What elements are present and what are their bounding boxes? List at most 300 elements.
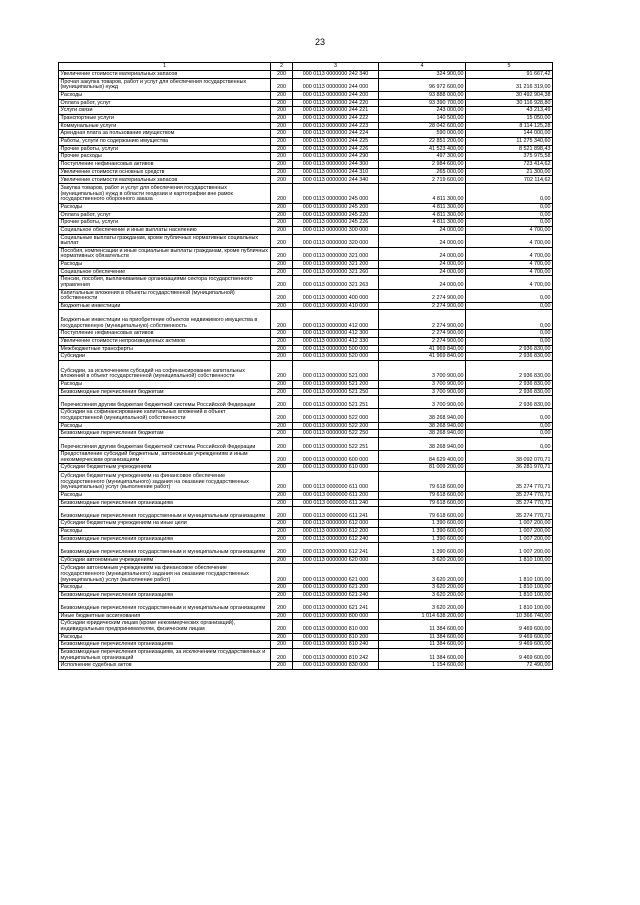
row-plan-cell: 140 500,00 — [379, 114, 466, 122]
row-kbk-cell: 000 0113 0000000 244 223 — [293, 122, 379, 130]
row-plan-cell: 3 620 200,00 — [379, 584, 466, 592]
row-code-cell: 200 — [271, 310, 293, 330]
row-fact-cell: 30 492 904,38 — [466, 91, 553, 99]
table-row — [59, 99, 553, 107]
row-plan-cell: 81 009 200,00 — [379, 464, 466, 472]
row-plan-cell: 3 700 900,00 — [379, 361, 466, 381]
row-plan-cell: 4 811 300,00 — [379, 184, 466, 204]
row-kbk-cell: 000 0113 0000000 621 200 — [293, 584, 379, 592]
row-fact-cell: 9 469 600,00 — [466, 620, 553, 633]
row-code-cell: 200 — [271, 289, 293, 302]
row-code-cell: 200 — [271, 78, 293, 91]
row-fact-cell: 35 274 770,71 — [466, 499, 553, 507]
row-code-cell: 200 — [271, 219, 293, 227]
row-kbk-cell: 000 0113 0000000 245 000 — [293, 184, 379, 204]
row-kbk-cell: 000 0113 0000000 244 222 — [293, 114, 379, 122]
row-code-cell: 200 — [271, 499, 293, 507]
row-code-cell: 200 — [271, 130, 293, 138]
row-code-cell: 200 — [271, 353, 293, 361]
row-plan-cell: 84 629 400,00 — [379, 451, 466, 464]
row-plan-cell: 3 620 200,00 — [379, 599, 466, 612]
row-code-cell: 200 — [271, 535, 293, 543]
row-fact-cell: 0,00 — [466, 330, 553, 338]
row-fact-cell: 91 667,42 — [466, 71, 553, 79]
row-plan-cell: 11 384 600,00 — [379, 648, 466, 661]
row-name-cell: Работы, услуги по содержанию имущества — [59, 138, 271, 146]
table-row — [59, 203, 553, 211]
row-name-cell: Безвозмездные перечисления государственным и муниципальным организациям — [59, 599, 271, 612]
row-name-cell: Пособия, компенсации и иные социальные выплаты гражданам, кроме публичных нормативных обязательств — [59, 247, 271, 260]
row-name-cell: Социальные выплаты гражданам, кроме публичных нормативных социальных выплат — [59, 234, 271, 247]
row-name-cell: Увеличение стоимости непроизведенных активов — [59, 337, 271, 345]
row-name-cell: Увеличение стоимости материальных запасов — [59, 176, 271, 184]
row-fact-cell: 0,00 — [466, 289, 553, 302]
row-name-cell: Арендная плата за пользование имуществом — [59, 130, 271, 138]
row-plan-cell: 4 811 300,00 — [379, 219, 466, 227]
row-code-cell: 200 — [271, 564, 293, 584]
row-code-cell: 200 — [271, 584, 293, 592]
row-plan-cell: 28 042 600,00 — [379, 122, 466, 130]
row-plan-cell: 2 274 900,00 — [379, 330, 466, 338]
row-kbk-cell: 000 0113 0000000 400 000 — [293, 289, 379, 302]
row-code-cell: 200 — [271, 662, 293, 670]
row-name-cell: Оплата работ, услуг — [59, 99, 271, 107]
column-header: 3 — [293, 63, 379, 71]
column-header: 2 — [271, 63, 293, 71]
row-code-cell: 200 — [271, 226, 293, 234]
row-fact-cell: 0,00 — [466, 337, 553, 345]
row-plan-cell: 3 620 200,00 — [379, 591, 466, 599]
row-name-cell: Расходы — [59, 584, 271, 592]
table-row — [59, 107, 553, 115]
row-name-cell: Расходы — [59, 422, 271, 430]
row-name-cell: Исполнение судебных актов — [59, 662, 271, 670]
table-row — [59, 234, 553, 247]
row-code-cell: 200 — [271, 345, 293, 353]
row-fact-cell: 4 700,00 — [466, 268, 553, 276]
row-fact-cell: 9 469 600,00 — [466, 648, 553, 661]
row-name-cell: Поступление нефинансовых активов — [59, 330, 271, 338]
row-kbk-cell: 000 0113 0000000 810 242 — [293, 648, 379, 661]
row-plan-cell: 2 274 900,00 — [379, 289, 466, 302]
column-header: 4 — [379, 63, 466, 71]
row-fact-cell: 4 700,00 — [466, 261, 553, 269]
table-row — [59, 361, 553, 381]
row-kbk-cell: 000 0113 0000000 321 000 — [293, 247, 379, 260]
table-row — [59, 620, 553, 633]
row-kbk-cell: 000 0113 0000000 244 225 — [293, 138, 379, 146]
row-fact-cell: 0,00 — [466, 184, 553, 204]
row-code-cell: 200 — [271, 612, 293, 620]
row-code-cell: 200 — [271, 437, 293, 450]
table-row — [59, 584, 553, 592]
row-code-cell: 200 — [271, 396, 293, 409]
row-plan-cell: 2 274 900,00 — [379, 302, 466, 310]
row-name-cell: Безвозмездные перечисления организациям — [59, 591, 271, 599]
table-row — [59, 330, 553, 338]
row-fact-cell: 43 213,49 — [466, 107, 553, 115]
row-kbk-cell: 000 0113 0000000 244 220 — [293, 99, 379, 107]
row-fact-cell: 1 007 200,00 — [466, 535, 553, 543]
row-fact-cell: 36 281 970,71 — [466, 464, 553, 472]
row-plan-cell: 3 700 900,00 — [379, 388, 466, 396]
row-fact-cell: 0,00 — [466, 437, 553, 450]
row-fact-cell: 15 050,00 — [466, 114, 553, 122]
table-row — [59, 472, 553, 492]
row-code-cell: 200 — [271, 599, 293, 612]
row-fact-cell: 31 216 319,00 — [466, 78, 553, 91]
row-plan-cell: 4 811 300,00 — [379, 211, 466, 219]
row-code-cell: 200 — [271, 176, 293, 184]
row-code-cell: 200 — [271, 620, 293, 633]
column-header: 1 — [59, 63, 271, 71]
row-fact-cell: 1 810 100,00 — [466, 584, 553, 592]
row-kbk-cell: 000 0113 0000000 810 240 — [293, 641, 379, 649]
row-name-cell: Расходы — [59, 633, 271, 641]
row-code-cell: 200 — [271, 528, 293, 536]
row-kbk-cell: 000 0113 0000000 521 250 — [293, 388, 379, 396]
row-fact-cell: 1 007 200,00 — [466, 520, 553, 528]
row-name-cell: Субсидии — [59, 353, 271, 361]
row-fact-cell: 0,00 — [466, 203, 553, 211]
row-code-cell: 200 — [271, 330, 293, 338]
table-row — [59, 71, 553, 79]
row-plan-cell: 24 000,00 — [379, 247, 466, 260]
row-plan-cell: 265 000,00 — [379, 168, 466, 176]
row-name-cell: Субсидии автономным учреждениям — [59, 556, 271, 564]
row-fact-cell: 4 700,00 — [466, 226, 553, 234]
row-kbk-cell: 000 0113 0000000 412 000 — [293, 310, 379, 330]
table-row — [59, 302, 553, 310]
row-fact-cell: 2 936 830,00 — [466, 388, 553, 396]
table-row — [59, 289, 553, 302]
table-row — [59, 184, 553, 204]
row-plan-cell: 38 268 940,00 — [379, 430, 466, 438]
row-kbk-cell: 000 0113 0000000 410 000 — [293, 302, 379, 310]
row-code-cell: 200 — [271, 261, 293, 269]
table-row — [59, 409, 553, 422]
row-name-cell: Безвозмездные перечисления государственным и муниципальным организациям — [59, 543, 271, 556]
table-row — [59, 491, 553, 499]
row-plan-cell: 22 851 200,00 — [379, 138, 466, 146]
row-code-cell: 200 — [271, 161, 293, 169]
row-plan-cell: 2 274 900,00 — [379, 337, 466, 345]
row-plan-cell: 1 154 600,00 — [379, 662, 466, 670]
budget-table — [58, 62, 553, 670]
row-name-cell: Предоставление субсидий бюджетным, автономным учреждениям и иным некоммерческим организациям — [59, 451, 271, 464]
row-kbk-cell: 000 0113 0000000 244 224 — [293, 130, 379, 138]
row-kbk-cell: 000 0113 0000000 244 200 — [293, 91, 379, 99]
table-body — [59, 63, 553, 670]
table-row — [59, 122, 553, 130]
row-name-cell: Субсидии на софинансирование капитальных вложений в объект государственной (муниципальной) собственности — [59, 409, 271, 422]
row-plan-cell: 24 000,00 — [379, 268, 466, 276]
row-code-cell: 200 — [271, 107, 293, 115]
row-name-cell: Оплата работ, услуг — [59, 211, 271, 219]
table-row — [59, 161, 553, 169]
row-kbk-cell: 000 0113 0000000 610 000 — [293, 464, 379, 472]
row-name-cell: Пенсии, пособия, выплачиваемые организациями сектора государственного управления — [59, 276, 271, 289]
row-name-cell: Расходы — [59, 261, 271, 269]
table-row — [59, 130, 553, 138]
row-fact-cell: 38 092 070,71 — [466, 451, 553, 464]
table-row — [59, 648, 553, 661]
table-row — [59, 564, 553, 584]
row-kbk-cell: 000 0113 0000000 244 221 — [293, 107, 379, 115]
row-fact-cell: 723 414,62 — [466, 161, 553, 169]
row-kbk-cell: 000 0113 0000000 611 240 — [293, 499, 379, 507]
row-kbk-cell: 000 0113 0000000 321 263 — [293, 276, 379, 289]
row-kbk-cell: 000 0113 0000000 612 240 — [293, 535, 379, 543]
row-name-cell: Субсидии юридическим лицам (кроме некоммерческих организаций), индивидуальным предпринимателям, физическим лицам — [59, 620, 271, 633]
table-row — [59, 380, 553, 388]
row-kbk-cell: 000 0113 0000000 300 000 — [293, 226, 379, 234]
row-name-cell: Социальное обеспечение — [59, 268, 271, 276]
row-code-cell: 200 — [271, 234, 293, 247]
row-kbk-cell: 000 0113 0000000 320 000 — [293, 234, 379, 247]
table-row — [59, 543, 553, 556]
row-kbk-cell: 000 0113 0000000 612 200 — [293, 528, 379, 536]
row-fact-cell: 2 936 830,00 — [466, 345, 553, 353]
row-kbk-cell: 000 0113 0000000 621 000 — [293, 564, 379, 584]
row-name-cell: Коммунальные услуги — [59, 122, 271, 130]
row-code-cell: 200 — [271, 138, 293, 146]
table-row — [59, 226, 553, 234]
row-plan-cell: 243 000,00 — [379, 107, 466, 115]
row-kbk-cell: 000 0113 0000000 522 251 — [293, 437, 379, 450]
row-code-cell: 200 — [271, 268, 293, 276]
row-fact-cell: 9 469 600,00 — [466, 641, 553, 649]
table-row — [59, 268, 553, 276]
row-plan-cell: 24 000,00 — [379, 276, 466, 289]
row-fact-cell: 1 810 100,00 — [466, 556, 553, 564]
row-code-cell: 200 — [271, 361, 293, 381]
row-fact-cell: 1 007 200,00 — [466, 543, 553, 556]
table-row — [59, 520, 553, 528]
row-kbk-cell: 000 0113 0000000 244 000 — [293, 78, 379, 91]
row-code-cell: 200 — [271, 380, 293, 388]
table-row — [59, 535, 553, 543]
row-code-cell: 200 — [271, 464, 293, 472]
row-name-cell: Безвозмездные перечисления организациям — [59, 535, 271, 543]
table-row — [59, 145, 553, 153]
row-code-cell: 200 — [271, 451, 293, 464]
row-name-cell: Субсидии бюджетным учреждениям на иные цели — [59, 520, 271, 528]
row-kbk-cell: 000 0113 0000000 621 240 — [293, 591, 379, 599]
row-kbk-cell: 000 0113 0000000 611 000 — [293, 472, 379, 492]
row-kbk-cell: 000 0113 0000000 244 310 — [293, 168, 379, 176]
table-row — [59, 599, 553, 612]
row-fact-cell: 1 810 100,00 — [466, 564, 553, 584]
row-plan-cell: 93 888 000,00 — [379, 91, 466, 99]
row-code-cell: 200 — [271, 337, 293, 345]
row-name-cell: Расходы — [59, 528, 271, 536]
row-fact-cell: 8 521 898,43 — [466, 145, 553, 153]
row-name-cell: Иные бюджетные ассигнования — [59, 612, 271, 620]
row-kbk-cell: 000 0113 0000000 245 226 — [293, 219, 379, 227]
table-row — [59, 507, 553, 520]
row-code-cell: 200 — [271, 543, 293, 556]
row-name-cell: Прочие расходы — [59, 153, 271, 161]
row-name-cell: Капитальные вложения в объекты государственной (муниципальной) собственности — [59, 289, 271, 302]
row-fact-cell: 375 975,58 — [466, 153, 553, 161]
row-plan-cell: 96 972 600,00 — [379, 78, 466, 91]
row-name-cell: Прочая закупка товаров, работ и услуг для обеспечения государственных (муниципальных) нужд — [59, 78, 271, 91]
table-row — [59, 633, 553, 641]
row-fact-cell: 2 936 830,00 — [466, 396, 553, 409]
row-name-cell: Бюджетные инвестиции — [59, 302, 271, 310]
row-code-cell: 200 — [271, 591, 293, 599]
row-name-cell: Расходы — [59, 491, 271, 499]
row-code-cell: 200 — [271, 648, 293, 661]
row-fact-cell: 1 810 100,00 — [466, 591, 553, 599]
table-row — [59, 528, 553, 536]
row-name-cell: Перечисления другим бюджетам бюджетной системы Российской Федерации — [59, 396, 271, 409]
row-code-cell: 200 — [271, 633, 293, 641]
row-code-cell: 200 — [271, 409, 293, 422]
row-name-cell: Услуги связи — [59, 107, 271, 115]
row-name-cell: Субсидии автономным учреждениям на финансовое обеспечение государственного (муниципального) задания на оказание государственных (муниципальных) услуг (выполнение работ) — [59, 564, 271, 584]
row-fact-cell: 21 300,00 — [466, 168, 553, 176]
row-kbk-cell: 000 0113 0000000 520 000 — [293, 353, 379, 361]
row-plan-cell: 1 390 600,00 — [379, 520, 466, 528]
table-row — [59, 345, 553, 353]
row-plan-cell: 2 719 600,00 — [379, 176, 466, 184]
table-row — [59, 78, 553, 91]
row-kbk-cell: 000 0113 0000000 244 290 — [293, 153, 379, 161]
row-kbk-cell: 000 0113 0000000 521 251 — [293, 396, 379, 409]
row-kbk-cell: 000 0113 0000000 810 200 — [293, 633, 379, 641]
row-plan-cell: 24 000,00 — [379, 234, 466, 247]
table-row — [59, 437, 553, 450]
row-code-cell: 200 — [271, 211, 293, 219]
row-plan-cell: 1 390 600,00 — [379, 535, 466, 543]
row-plan-cell: 24 000,00 — [379, 226, 466, 234]
row-name-cell: Расходы — [59, 380, 271, 388]
row-code-cell: 200 — [271, 122, 293, 130]
table-row — [59, 176, 553, 184]
row-fact-cell: 0,00 — [466, 219, 553, 227]
row-kbk-cell: 000 0113 0000000 612 241 — [293, 543, 379, 556]
row-name-cell: Увеличение стоимости основных средств — [59, 168, 271, 176]
row-fact-cell: 10 366 740,00 — [466, 612, 553, 620]
row-code-cell: 200 — [271, 302, 293, 310]
row-fact-cell: 35 274 770,71 — [466, 472, 553, 492]
table-row — [59, 612, 553, 620]
row-code-cell: 200 — [271, 388, 293, 396]
row-kbk-cell: 000 0113 0000000 244 340 — [293, 176, 379, 184]
row-name-cell: Увеличение стоимости материальных запасов — [59, 71, 271, 79]
row-plan-cell: 79 618 600,00 — [379, 491, 466, 499]
row-fact-cell: 35 274 770,71 — [466, 491, 553, 499]
row-plan-cell: 3 700 900,00 — [379, 396, 466, 409]
table-row — [59, 591, 553, 599]
table-header-row — [59, 63, 553, 71]
row-fact-cell: 4 700,00 — [466, 247, 553, 260]
row-fact-cell: 702 114,62 — [466, 176, 553, 184]
row-fact-cell: 9 469 600,00 — [466, 633, 553, 641]
row-name-cell: Безвозмездные перечисления государственным и муниципальным организациям — [59, 507, 271, 520]
row-kbk-cell: 000 0113 0000000 412 300 — [293, 330, 379, 338]
row-kbk-cell: 000 0113 0000000 830 000 — [293, 662, 379, 670]
table-row — [59, 556, 553, 564]
row-fact-cell: 11 275 340,60 — [466, 138, 553, 146]
row-plan-cell: 1 390 600,00 — [379, 528, 466, 536]
row-plan-cell: 79 618 600,00 — [379, 507, 466, 520]
row-fact-cell: 1 810 100,00 — [466, 599, 553, 612]
row-plan-cell: 2 274 900,00 — [379, 310, 466, 330]
row-fact-cell: 35 274 770,71 — [466, 507, 553, 520]
row-kbk-cell: 000 0113 0000000 521 200 — [293, 380, 379, 388]
row-name-cell: Закупка товаров, работ и услуг для обеспечения государственных (муниципальных) нужд в области геодезии и картографии вне рамок государственного оборонного заказа — [59, 184, 271, 204]
row-name-cell: Межбюджетные трансферты — [59, 345, 271, 353]
row-kbk-cell: 000 0113 0000000 620 000 — [293, 556, 379, 564]
table-row — [59, 337, 553, 345]
row-plan-cell: 41 969 840,00 — [379, 345, 466, 353]
table-row — [59, 247, 553, 260]
row-kbk-cell: 000 0113 0000000 612 000 — [293, 520, 379, 528]
row-plan-cell: 3 620 200,00 — [379, 556, 466, 564]
table-row — [59, 396, 553, 409]
row-code-cell: 200 — [271, 99, 293, 107]
row-code-cell: 200 — [271, 641, 293, 649]
row-fact-cell: 30 116 928,80 — [466, 99, 553, 107]
row-code-cell: 200 — [271, 556, 293, 564]
row-code-cell: 200 — [271, 430, 293, 438]
row-plan-cell: 497 300,00 — [379, 153, 466, 161]
row-name-cell: Безвозмездные перечисления бюджетам — [59, 388, 271, 396]
row-plan-cell: 38 268 940,00 — [379, 422, 466, 430]
row-plan-cell: 1 390 600,00 — [379, 543, 466, 556]
row-name-cell: Субсидии, за исключением субсидий на софинансирование капитальных вложений в объект государственной (муниципальной) собственности — [59, 361, 271, 381]
row-name-cell: Перечисления другим бюджетам бюджетной системы Российской Федерации — [59, 437, 271, 450]
row-code-cell: 200 — [271, 247, 293, 260]
row-code-cell: 200 — [271, 71, 293, 79]
row-code-cell: 200 — [271, 422, 293, 430]
table-row — [59, 499, 553, 507]
row-kbk-cell: 000 0113 0000000 810 000 — [293, 620, 379, 633]
row-kbk-cell: 000 0113 0000000 244 226 — [293, 145, 379, 153]
row-name-cell: Безвозмездные перечисления организациям — [59, 499, 271, 507]
row-fact-cell: 0,00 — [466, 310, 553, 330]
table-row — [59, 422, 553, 430]
table-row — [59, 91, 553, 99]
row-kbk-cell: 000 0113 0000000 245 220 — [293, 211, 379, 219]
row-code-cell: 200 — [271, 520, 293, 528]
table-row — [59, 153, 553, 161]
row-kbk-cell: 000 0113 0000000 244 300 — [293, 161, 379, 169]
row-code-cell: 200 — [271, 472, 293, 492]
row-plan-cell: 79 618 600,00 — [379, 472, 466, 492]
row-name-cell: Субсидии бюджетным учреждениям на финансовое обеспечение государственного (муниципального) задания на оказание государственных (муниципальных) услуг (выполнение работ) — [59, 472, 271, 492]
row-code-cell: 200 — [271, 184, 293, 204]
row-name-cell: Прочие работы, услуги — [59, 145, 271, 153]
table-row — [59, 261, 553, 269]
row-code-cell: 200 — [271, 91, 293, 99]
row-fact-cell: 0,00 — [466, 430, 553, 438]
table-row — [59, 388, 553, 396]
row-plan-cell: 2 984 600,00 — [379, 161, 466, 169]
table-row — [59, 168, 553, 176]
row-code-cell: 200 — [271, 153, 293, 161]
table-row — [59, 219, 553, 227]
row-code-cell: 200 — [271, 276, 293, 289]
row-name-cell: Субсидии бюджетным учреждениям — [59, 464, 271, 472]
row-plan-cell: 324 900,00 — [379, 71, 466, 79]
row-plan-cell: 79 618 600,00 — [379, 499, 466, 507]
row-kbk-cell: 000 0113 0000000 500 000 — [293, 345, 379, 353]
row-fact-cell: 4 700,00 — [466, 276, 553, 289]
